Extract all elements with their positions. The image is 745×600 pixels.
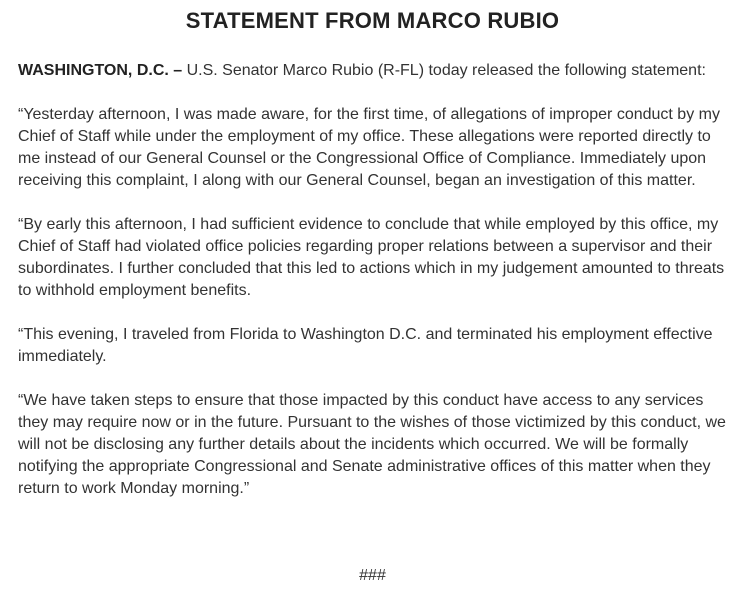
document-title: STATEMENT FROM MARCO RUBIO: [185, 8, 560, 33]
quote-paragraph-3: “This evening, I traveled from Florida to Washington D.C. and terminated his employment effective immediately.: [18, 326, 713, 365]
quote-paragraph-2: “By early this afternoon, I had sufficient evidence to conclude that while employed by this office, my Chief of Staff had violated office policies regarding proper relations between a supervisor and their subordinates. I further concluded that this led to actions which in my judgement amounted to threats to withhold employment benefits.: [18, 216, 725, 299]
intro-paragraph: [18, 60, 730, 82]
end-of-release-mark: ###: [359, 567, 386, 584]
quote-paragraph-4: “We have taken steps to ensure that those impacted by this conduct have access to any services they may require now or in the future. Pursuant to the wishes of those victimized by this conduct, we will not be disclosing any further details about the incidents which occurred. We will be formally notifying the appropriate Congressional and Senate administrative offices of this matter when they return to work Monday morning.”: [18, 392, 726, 497]
quote-paragraph-1: “Yesterday afternoon, I was made aware, for the first time, of allegations of improper conduct by my Chief of Staff while under the employment of my office. These allegations were reported directly to me instead of our General Counsel or the Congressional Office of Compliance. Immediately upon receiving this complaint, I along with our General Counsel, began an investigation of this matter.: [18, 106, 720, 189]
dateline: WASHINGTON, D.C. –: [18, 62, 183, 79]
statement-body: [18, 60, 730, 522]
intro-text: U.S. Senator Marco Rubio (R-FL) today released the following statement:: [182, 62, 706, 79]
